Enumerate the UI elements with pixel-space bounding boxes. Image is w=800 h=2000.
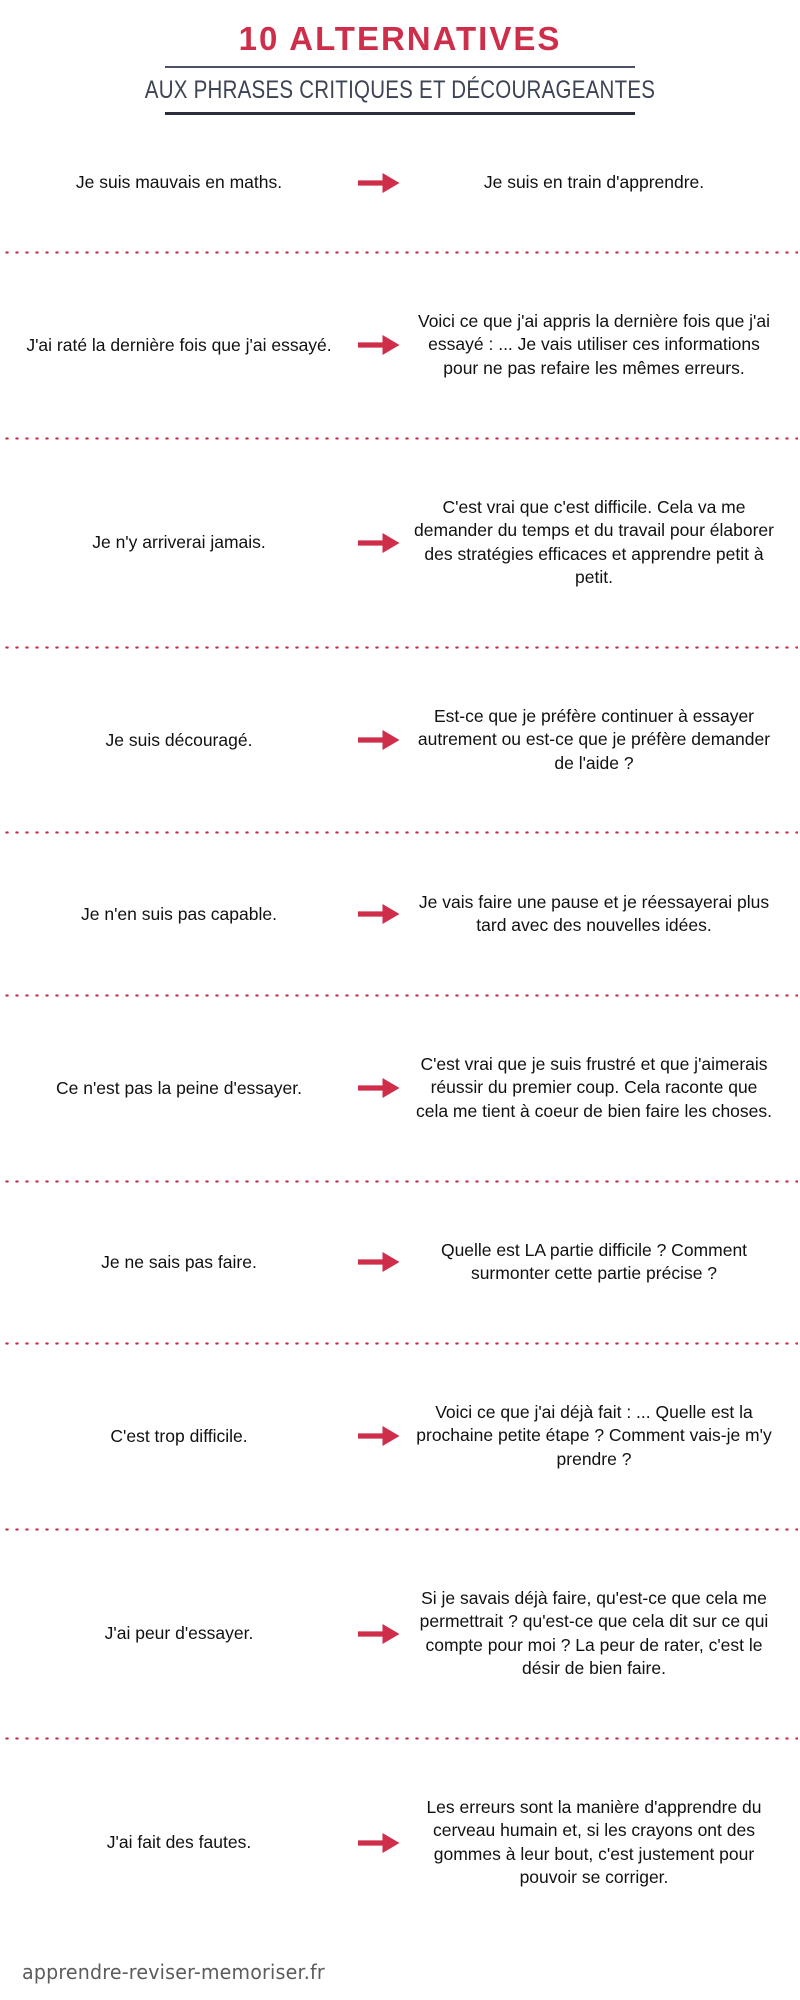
negative-phrase: J'ai raté la dernière fois que j'ai essayé. bbox=[26, 334, 332, 355]
list-item-9 bbox=[0, 1533, 800, 1735]
list-item-5 bbox=[0, 836, 800, 991]
arrow-right-icon bbox=[358, 1425, 400, 1447]
arrow-cell bbox=[346, 729, 412, 751]
arrow-cell bbox=[346, 532, 412, 554]
positive-alternative: Quelle est LA partie difficile ? Comment surmonter cette partie précise ? bbox=[440, 1239, 748, 1284]
page-title: 10 ALTERNATIVES bbox=[238, 20, 562, 57]
dotted-divider bbox=[2, 1526, 798, 1533]
negative-phrase: J'ai fait des fautes. bbox=[106, 1832, 252, 1853]
list-item-1 bbox=[0, 117, 800, 249]
page-subtitle: AUX PHRASES CRITIQUES ET DÉCOURAGEANTES bbox=[144, 75, 656, 104]
positive-alternative: Les erreurs sont la manière d'apprendre du cerveau humain et, si les crayons ont des gommes à leur bout, c'est justement pour pouvoir se corriger. bbox=[426, 1796, 762, 1888]
positive-alternative: Je suis en train d'apprendre. bbox=[483, 172, 705, 193]
arrow-right-icon bbox=[358, 334, 400, 356]
dotted-divider bbox=[2, 992, 798, 999]
positive-alternative: Je vais faire une pause et je réessayerai plus tard avec des nouvelles idées. bbox=[418, 891, 770, 936]
positive-alternative: C'est vrai que c'est difficile. Cela va me demander du temps et du travail pour élaborer des stratégies efficaces et apprendre petit à petit. bbox=[414, 496, 774, 588]
negative-phrase: Je suis mauvais en maths. bbox=[75, 172, 283, 193]
arrow-cell bbox=[346, 1623, 412, 1645]
dotted-divider bbox=[2, 829, 798, 836]
negative-phrase: Je n'y arriverai jamais. bbox=[92, 532, 266, 553]
arrow-cell bbox=[346, 1251, 412, 1273]
arrow-right-icon bbox=[358, 1623, 400, 1645]
positive-alternative: Voici ce que j'ai appris la dernière fois que j'ai essayé : ... Je vais utiliser ces informations pour ne pas refaire les mêmes erreurs. bbox=[417, 310, 771, 378]
dotted-divider bbox=[2, 1178, 798, 1185]
positive-alternative: Si je savais déjà faire, qu'est-ce que cela me permettrait ? qu'est-ce que cela dit sur ce qui compte pour moi ? La peur de rater, c'est le désir de bien faire. bbox=[419, 1587, 769, 1679]
list-item-8 bbox=[0, 1347, 800, 1526]
arrow-right-icon bbox=[358, 1251, 400, 1273]
arrow-cell bbox=[346, 1077, 412, 1099]
arrow-cell bbox=[346, 334, 412, 356]
dotted-divider bbox=[2, 644, 798, 651]
list-item-3 bbox=[0, 442, 800, 644]
list-item-4 bbox=[0, 651, 800, 830]
positive-alternative: Est-ce que je préfère continuer à essayer autrement ou est-ce que je préfère demander de l'aide ? bbox=[417, 705, 771, 773]
header bbox=[0, 0, 800, 115]
dotted-divider bbox=[2, 1735, 798, 1742]
list-item-2 bbox=[0, 256, 800, 435]
dotted-divider bbox=[2, 435, 798, 442]
arrow-right-icon bbox=[358, 903, 400, 925]
dotted-divider bbox=[2, 1340, 798, 1347]
dotted-divider bbox=[2, 249, 798, 256]
list-item-7 bbox=[0, 1185, 800, 1340]
negative-phrase: Je suis découragé. bbox=[105, 729, 253, 750]
arrow-cell bbox=[346, 903, 412, 925]
arrow-right-icon bbox=[358, 729, 400, 751]
footer bbox=[0, 1944, 800, 2000]
positive-alternative: Voici ce que j'ai déjà fait : ... Quelle est la prochaine petite étape ? Comment vais-je m'y prendre ? bbox=[416, 1402, 772, 1469]
header-rule-top bbox=[165, 66, 635, 68]
arrow-right-icon bbox=[358, 1832, 400, 1854]
alternatives-list bbox=[0, 115, 800, 1944]
negative-phrase: C'est trop difficile. bbox=[110, 1425, 248, 1446]
site-url: apprendre-reviser-memoriser.fr bbox=[22, 1960, 325, 1984]
arrow-right-icon bbox=[358, 532, 400, 554]
negative-phrase: Je ne sais pas faire. bbox=[101, 1251, 257, 1272]
arrow-cell bbox=[346, 172, 412, 194]
negative-phrase: Ce n'est pas la peine d'essayer. bbox=[56, 1077, 302, 1098]
negative-phrase: Je n'en suis pas capable. bbox=[81, 903, 277, 924]
list-item-6 bbox=[0, 999, 800, 1178]
arrow-cell bbox=[346, 1425, 412, 1447]
arrow-right-icon bbox=[358, 172, 400, 194]
arrow-cell bbox=[346, 1832, 412, 1854]
negative-phrase: J'ai peur d'essayer. bbox=[104, 1623, 254, 1644]
list-item-10 bbox=[0, 1742, 800, 1944]
positive-alternative: C'est vrai que je suis frustré et que j'aimerais réussir du premier coup. Cela raconte que cela me tient à coeur de bien faire les choses. bbox=[415, 1053, 773, 1121]
arrow-right-icon bbox=[358, 1077, 400, 1099]
